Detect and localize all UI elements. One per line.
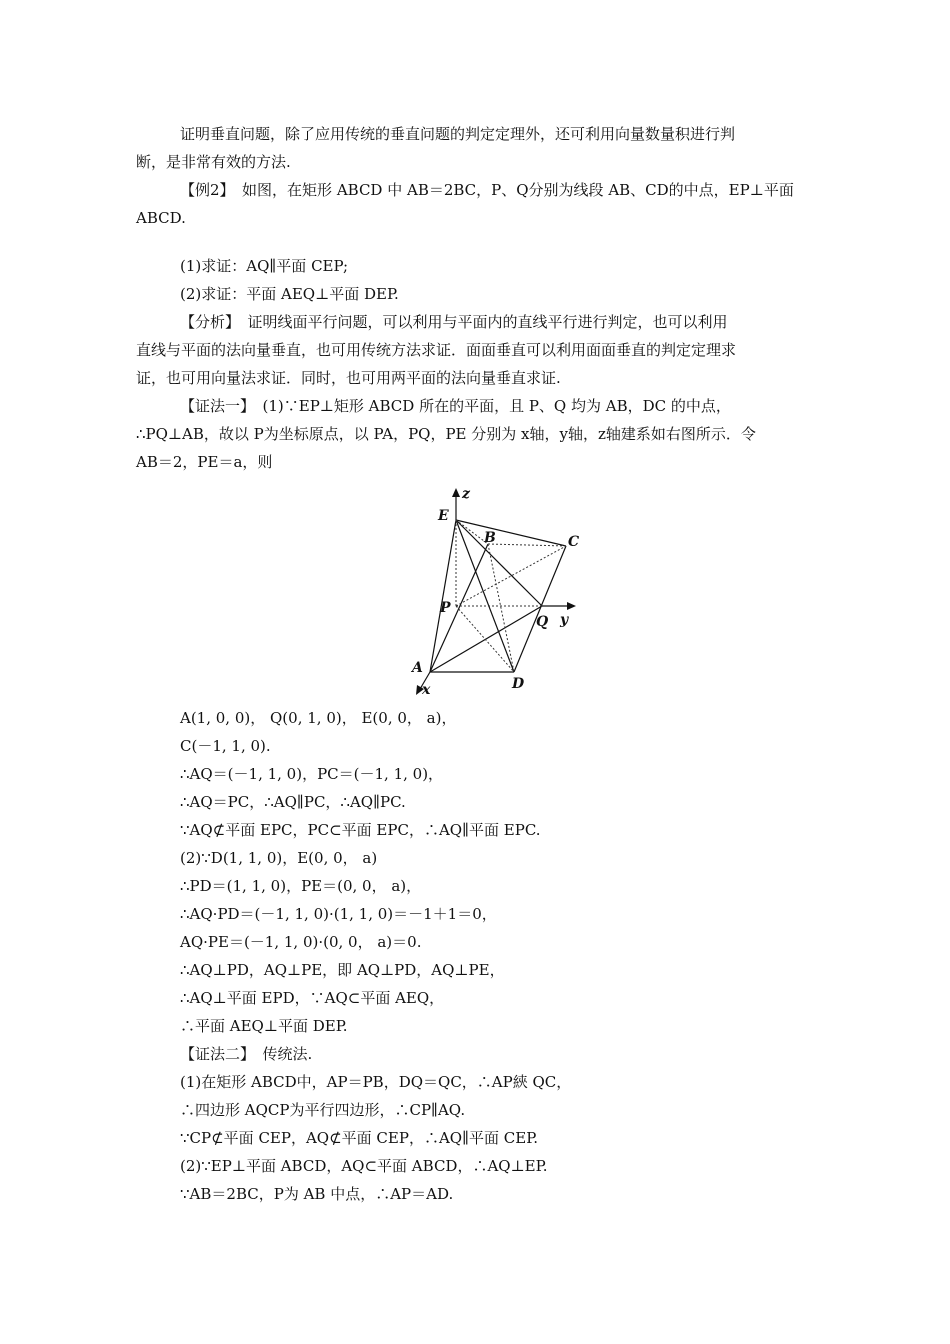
step-line: ∴AQ·PD＝(－1, 1, 0)·(1, 1, 0)＝－1＋1＝0， <box>180 905 497 923</box>
step-line: ∴四边形 AQCP为平行四边形，∴CP∥AQ. <box>180 1101 466 1119</box>
method1-line-2: ∴PQ⊥AB，故以 P为坐标原点，以 PA，PQ，PE 分别为 x轴，y轴，z轴建系如右图所示．令 <box>136 425 756 443</box>
label-D: D <box>512 676 525 692</box>
step-line: AQ·PE＝(－1, 1, 0)·(0, 0， a)＝0. <box>180 933 422 951</box>
step-line: ∴平面 AEQ⊥平面 DEP. <box>180 1017 348 1035</box>
intro-line-1: 证明垂直问题，除了应用传统的垂直问题的判定定理外，还可利用向量数量积进行判 <box>180 125 736 143</box>
step-line: ∴PD＝(1, 1, 0)，PE＝(0, 0， a)， <box>180 877 422 895</box>
label-x: x <box>422 682 431 698</box>
analysis-line-2: 直线与平面的法向量垂直，也可用传统方法求证．面面垂直可以利用面面垂直的判定定理求 <box>136 341 737 359</box>
step-line: A(1, 0, 0)， Q(0, 1, 0)， E(0, 0， a)， <box>180 709 457 727</box>
edge-BD <box>488 544 514 672</box>
edge-PC <box>456 546 566 606</box>
step-line: ∵AB＝2BC，P为 AB 中点，∴AP＝AD. <box>180 1185 454 1203</box>
step-line: (2)∵D(1, 1, 0)，E(0, 0， a) <box>180 849 378 867</box>
label-B: B <box>484 530 496 546</box>
method1-line-3: AB＝2，PE＝a，则 <box>136 453 273 471</box>
example2-line-1: 【例2】 如图，在矩形 ABCD 中 AB＝2BC，P、Q分别为线段 AB、CD的中点，EP⊥平面 <box>180 181 794 199</box>
label-y: y <box>560 612 569 628</box>
step-line: ∴AQ⊥平面 EPD，∵AQ⊂平面 AEQ， <box>180 989 445 1007</box>
question-1: (1)求证：AQ∥平面 CEP; <box>180 257 349 275</box>
step-line: (2)∵EP⊥平面 ABCD，AQ⊂平面 ABCD，∴AQ⊥EP. <box>180 1157 548 1175</box>
example2-line-2: ABCD. <box>136 209 186 227</box>
label-C: C <box>568 534 580 550</box>
analysis-line-1: 【分析】 证明线面平行问题，可以利用与平面内的直线平行进行判定，也可以利用 <box>180 313 728 331</box>
step-line: ∴AQ＝PC，∴AQ∥PC，∴AQ∥PC. <box>180 793 406 811</box>
step-line: ∴AQ⊥PD，AQ⊥PE，即 AQ⊥PD，AQ⊥PE， <box>180 961 505 979</box>
y-axis-arrow <box>567 602 576 610</box>
geometry-figure <box>404 484 594 699</box>
step-line: C(－1, 1, 0). <box>180 737 271 755</box>
edge-EQ <box>456 520 542 606</box>
step-line: (1)在矩形 ABCD中，AP＝PB，DQ＝QC，∴AP綊 QC， <box>180 1073 572 1091</box>
step-line: ∵AQ⊄平面 EPC，PC⊂平面 EPC，∴AQ∥平面 EPC. <box>180 821 541 839</box>
step-line: ∴AQ＝(－1, 1, 0)，PC＝(－1, 1, 0)， <box>180 765 444 783</box>
label-E: E <box>438 508 449 524</box>
label-A: A <box>412 660 423 676</box>
intro-line-2: 断，是非常有效的方法. <box>136 153 291 171</box>
edge-EA <box>430 520 456 672</box>
label-P: P <box>440 600 451 616</box>
method2-heading: 【证法二】 传统法. <box>180 1045 313 1063</box>
step-line: ∵CP⊄平面 CEP，AQ⊄平面 CEP，∴AQ∥平面 CEP. <box>180 1129 539 1147</box>
edge-BC <box>488 544 566 546</box>
edge-DC <box>514 546 566 672</box>
analysis-line-3: 证，也可用向量法求证．同时，也可用两平面的法向量垂直求证. <box>136 369 561 387</box>
question-2: (2)求证：平面 AEQ⊥平面 DEP. <box>180 285 399 303</box>
z-axis-arrow <box>452 488 460 497</box>
method1-line-1: 【证法一】 (1)∵EP⊥矩形 ABCD 所在的平面，且 P、Q 均为 AB，DC 的中点， <box>180 397 731 415</box>
label-z: z <box>462 486 470 502</box>
label-Q: Q <box>536 614 549 630</box>
edge-AB <box>430 544 488 672</box>
